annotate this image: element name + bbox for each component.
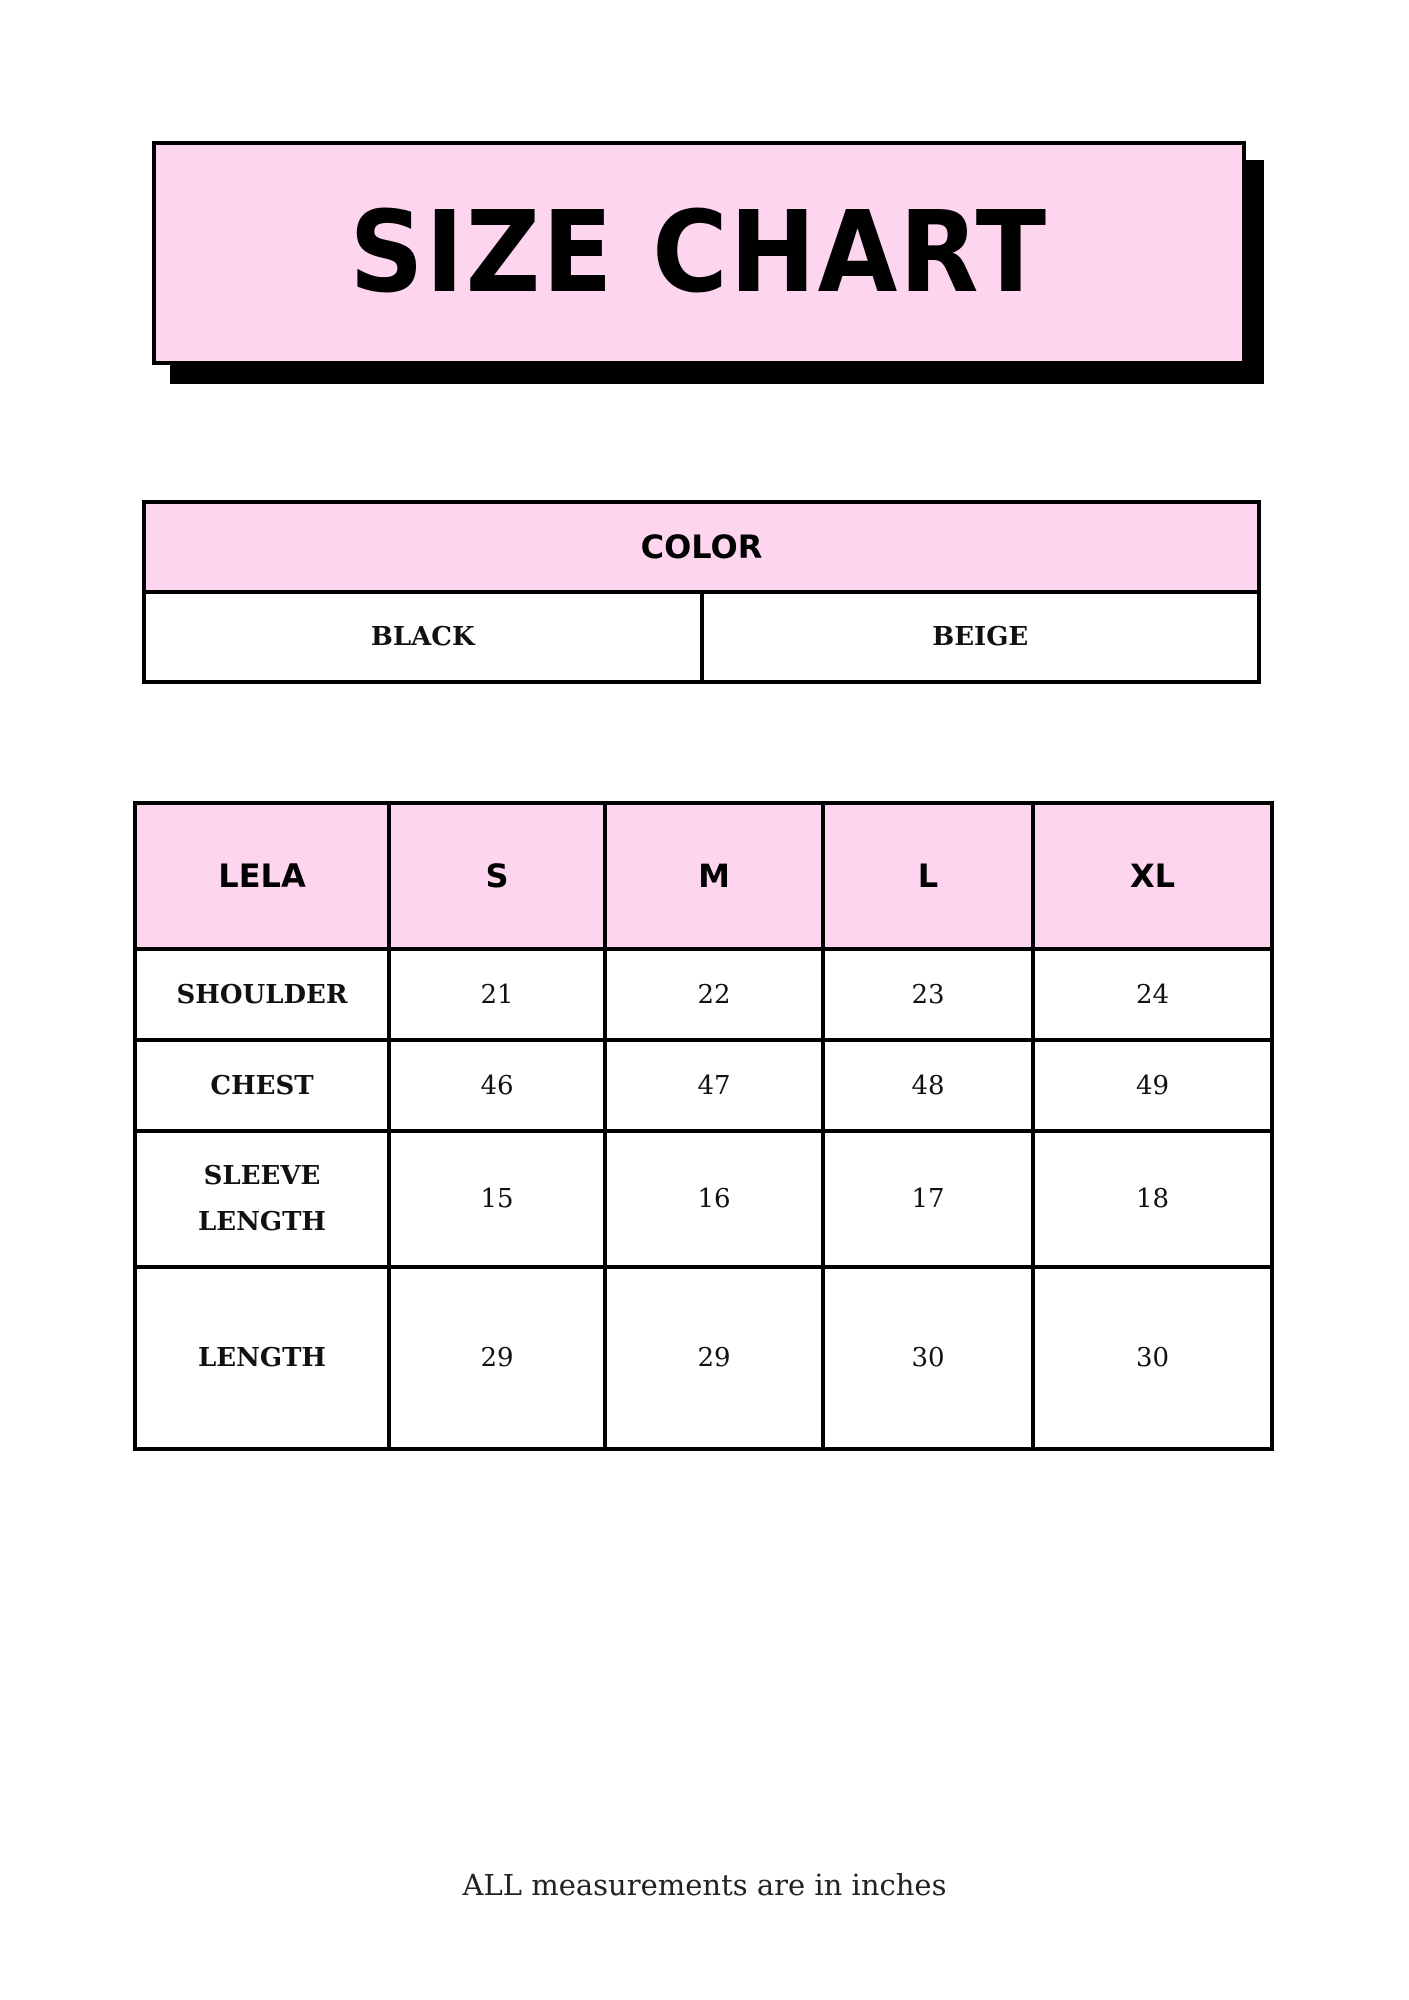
- row-label: [135, 1040, 389, 1131]
- row-label: [135, 949, 389, 1040]
- column-header-xl: XL: [1033, 803, 1272, 949]
- color-option-beige: BEIGE: [702, 592, 1260, 682]
- table-cell: 16: [605, 1131, 823, 1267]
- color-options-row: [144, 592, 1259, 682]
- row-label-line: SHOULDER: [176, 979, 348, 1010]
- column-header-product: LELA: [135, 803, 389, 949]
- table-cell: 17: [823, 1131, 1033, 1267]
- row-label: [135, 1267, 389, 1449]
- color-header-row: [144, 502, 1259, 592]
- table-cell: 15: [389, 1131, 605, 1267]
- table-row-length: [135, 1267, 1272, 1449]
- table-cell: 18: [1033, 1131, 1272, 1267]
- size-table: [133, 801, 1274, 1451]
- row-label-line: LENGTH: [198, 1343, 326, 1373]
- table-row-sleeve-length: [135, 1131, 1272, 1267]
- table-row-chest: [135, 1040, 1272, 1131]
- color-table: [142, 500, 1261, 684]
- table-cell: 23: [823, 949, 1033, 1040]
- table-cell: 48: [823, 1040, 1033, 1131]
- table-cell: 21: [389, 949, 605, 1040]
- table-cell: 30: [1033, 1267, 1272, 1449]
- row-label-line: LENGTH: [198, 1207, 326, 1237]
- table-cell: 47: [605, 1040, 823, 1131]
- color-heading: COLOR: [144, 502, 1259, 592]
- column-header-l: L: [823, 803, 1033, 949]
- column-header-s: S: [389, 803, 605, 949]
- table-cell: 29: [605, 1267, 823, 1449]
- measurement-note: ALL measurements are in inches: [462, 1868, 947, 1902]
- table-cell: 24: [1033, 949, 1272, 1040]
- column-header-m: M: [605, 803, 823, 949]
- table-cell: 46: [389, 1040, 605, 1131]
- page-title: SIZE CHART: [349, 188, 1049, 318]
- color-option-black: BLACK: [144, 592, 702, 682]
- table-cell: 22: [605, 949, 823, 1040]
- table-cell: 49: [1033, 1040, 1272, 1131]
- row-label-line: SLEEVE: [203, 1161, 321, 1191]
- table-cell: 30: [823, 1267, 1033, 1449]
- title-banner: [152, 141, 1246, 365]
- row-label: [135, 1131, 389, 1267]
- size-header-row: [135, 803, 1272, 949]
- table-row-shoulder: [135, 949, 1272, 1040]
- row-label-line: CHEST: [210, 1070, 314, 1101]
- table-cell: 29: [389, 1267, 605, 1449]
